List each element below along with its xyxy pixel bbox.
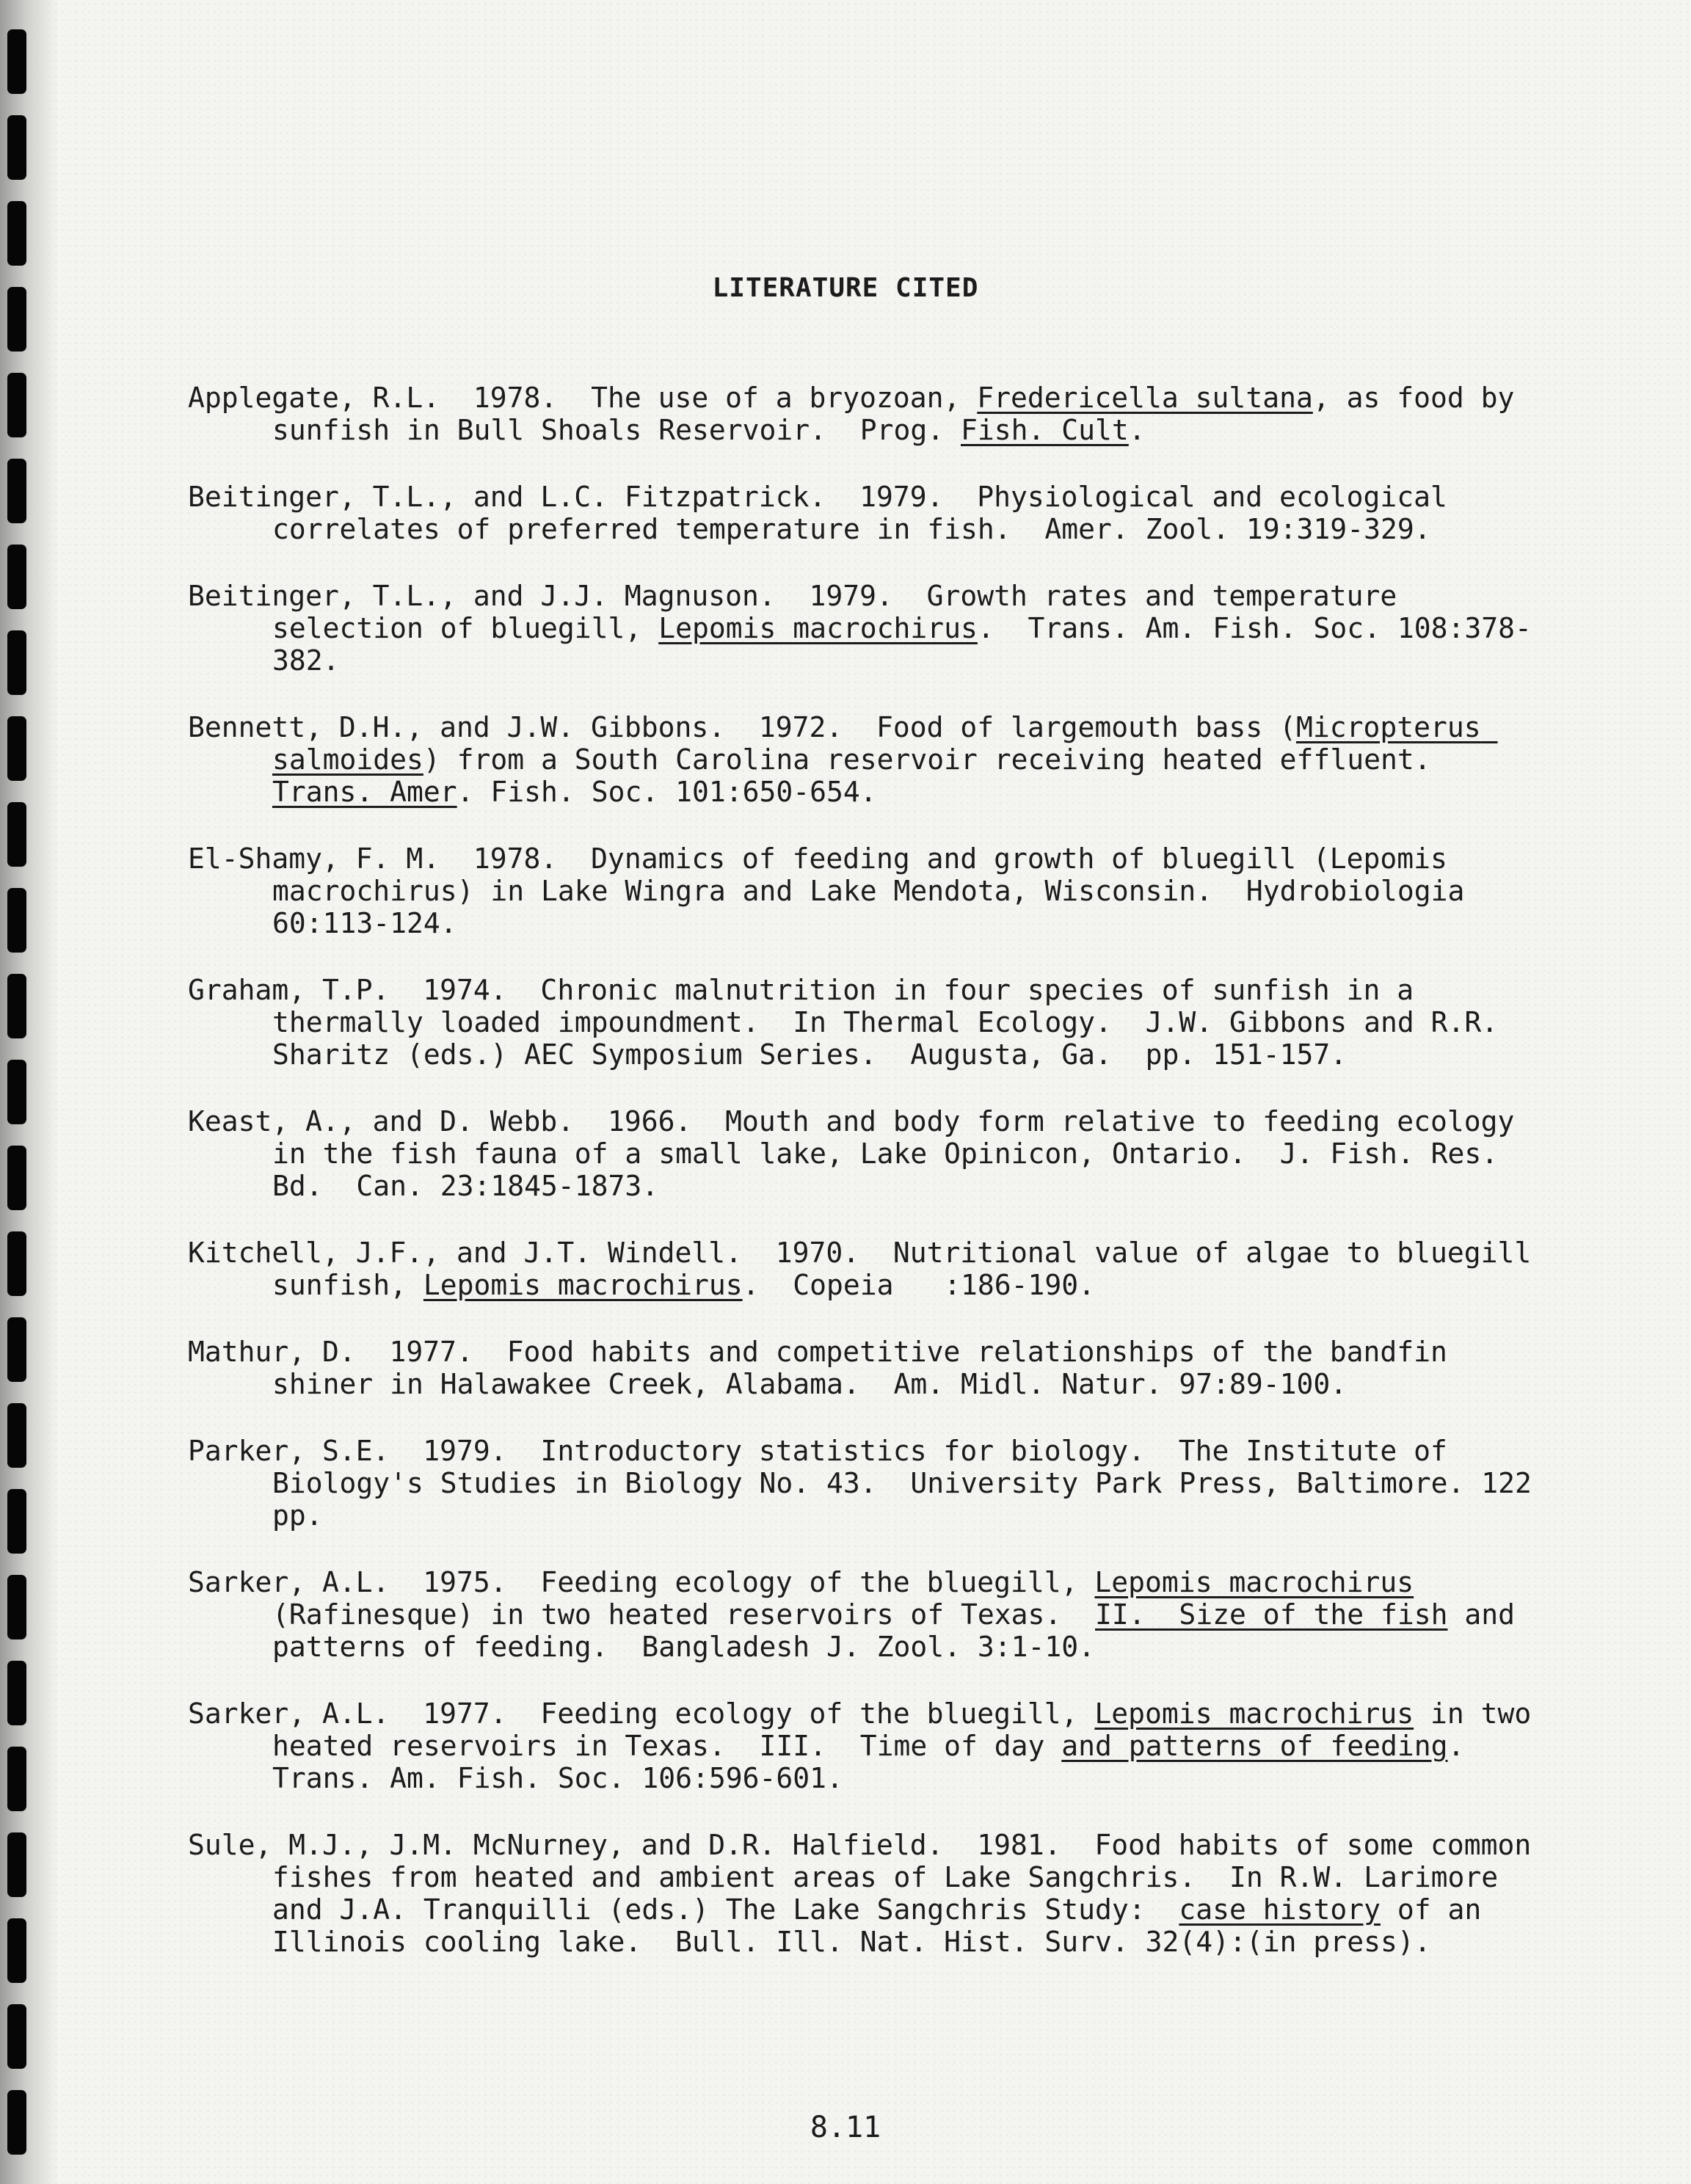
reference-underlined-text: case history bbox=[1179, 1893, 1381, 1926]
reference-text: Sarker, A.L. 1977. Feeding ecology of the bluegill, bbox=[188, 1697, 1095, 1730]
binder-hole bbox=[7, 201, 26, 266]
reference-underlined-text: and patterns of feeding bbox=[1061, 1730, 1448, 1762]
reference-text: El-Shamy, F. M. 1978. Dynamics of feeding and growth of bluegill (Lepomis macrochirus) in Lake Wingra and Lake Mendota, Wisconsin. Hydrobiologia 60:113-124. bbox=[188, 842, 1482, 939]
page-title: LITERATURE CITED bbox=[712, 273, 979, 304]
binder-hole bbox=[7, 545, 26, 609]
binder-hole bbox=[7, 1747, 26, 1811]
reference-text: in two heated reservoirs in Texas. III. Time of day bbox=[272, 1697, 1549, 1762]
binder-hole bbox=[7, 1060, 26, 1124]
reference-entry bbox=[188, 1697, 1553, 1794]
reference-text: ) from a South Carolina reservoir receiving heated effluent. bbox=[423, 743, 1465, 776]
reference-list bbox=[188, 354, 1553, 1992]
reference-entry bbox=[188, 382, 1553, 446]
reference-text: (Rafinesque) in two heated reservoirs of Texas. bbox=[272, 1566, 1430, 1631]
reference-text: Bennett, D.H., and J.W. Gibbons. 1972. Food of largemouth bass ( bbox=[188, 711, 1296, 743]
reference-text: . Fish. Soc. 101:650-654. bbox=[457, 776, 877, 808]
reference-underlined-text: Trans. Amer bbox=[272, 776, 457, 808]
page-number: 8.11 bbox=[810, 2111, 881, 2144]
reference-underlined-text: Lepomis macrochirus bbox=[658, 612, 978, 644]
reference-entry bbox=[188, 1435, 1553, 1532]
binder-hole bbox=[7, 115, 26, 180]
binder-hole bbox=[7, 1403, 26, 1468]
binder-hole bbox=[7, 1918, 26, 1983]
binder-hole bbox=[7, 1489, 26, 1554]
reference-text: Parker, S.E. 1979. Introductory statistics for biology. The Institute of Biology's Studies in Biology No. 43. University Park Press, Baltimore. 122 pp. bbox=[188, 1435, 1549, 1532]
binder-hole bbox=[7, 29, 26, 94]
reference-underlined-text: Lepomis macrochirus bbox=[423, 1269, 743, 1301]
binder-hole bbox=[7, 2004, 26, 2069]
reference-text: Keast, A., and D. Webb. 1966. Mouth and body form relative to feeding ecology in the fish fauna of a small lake, Lake Opinicon, Ontario. J. Fish. Res. Bd. Can. 23:1845-1873. bbox=[188, 1105, 1532, 1202]
reference-underlined-text: Lepomis macrochirus bbox=[1094, 1566, 1414, 1598]
binder-holes bbox=[7, 29, 29, 2172]
reference-text: Sule, M.J., J.M. McNurney, and D.R. Halfield. 1981. Food habits of some common fishes from heated and ambient areas of Lake Sangchris. In R.W. Larimore and J.A. Tranquilli (eds.) The Lake Sangchris Study: bbox=[188, 1829, 1549, 1926]
reference-text: Beitinger, T.L., and J.J. Magnuson. 1979. Growth rates and temperature selection of bluegill, bbox=[188, 580, 1414, 644]
reference-text: Beitinger, T.L., and L.C. Fitzpatrick. 1979. Physiological and ecological correlates of preferred temperature in fish. Amer. Zool. 19:319-329. bbox=[188, 481, 1464, 545]
reference-entry bbox=[188, 580, 1553, 677]
reference-text: and patterns of feeding. Bangladesh J. Zool. 3:1-10. bbox=[272, 1598, 1532, 1663]
binder-hole bbox=[7, 1146, 26, 1210]
reference-entry bbox=[188, 842, 1553, 939]
reference-entry bbox=[188, 1105, 1553, 1202]
reference-entry bbox=[188, 1829, 1553, 1958]
reference-underlined-text: Fredericella sultana bbox=[977, 382, 1313, 414]
binder-hole bbox=[7, 630, 26, 695]
binder-hole bbox=[7, 888, 26, 953]
binder-hole bbox=[7, 373, 26, 437]
binder-hole bbox=[7, 716, 26, 781]
reference-entry bbox=[188, 481, 1553, 545]
binder-hole bbox=[7, 974, 26, 1038]
reference-text: . Trans. Am. Fish. Soc. 108:378-382. bbox=[272, 612, 1532, 677]
reference-text: . bbox=[1128, 414, 1146, 446]
binder-hole bbox=[7, 1231, 26, 1296]
reference-entry bbox=[188, 1566, 1553, 1663]
reference-text: Kitchell, J.F., and J.T. Windell. 1970. Nutritional value of algae to bluegill sunfish, bbox=[188, 1237, 1549, 1301]
reference-text: . Trans. Am. Fish. Soc. 106:596-601. bbox=[272, 1730, 1499, 1794]
binder-hole bbox=[7, 802, 26, 867]
reference-text: Sarker, A.L. 1975. Feeding ecology of the bluegill, bbox=[188, 1566, 1095, 1598]
reference-text: , as food by sunfish in Bull Shoals Reservoir. Prog. bbox=[272, 382, 1532, 446]
reference-text: Applegate, R.L. 1978. The use of a bryozoan, bbox=[188, 382, 978, 414]
binder-hole bbox=[7, 1832, 26, 1897]
binder-hole bbox=[7, 1317, 26, 1382]
reference-underlined-text: Micropterus salmoides bbox=[272, 711, 1498, 776]
reference-entry bbox=[188, 1336, 1553, 1400]
reference-underlined-text: Lepomis macrochirus bbox=[1094, 1697, 1414, 1730]
binder-hole bbox=[7, 1575, 26, 1639]
reference-text: Mathur, D. 1977. Food habits and competitive relationships of the bandfin shiner in Halawakee Creek, Alabama. Am. Midl. Natur. 97:89-100. bbox=[188, 1336, 1464, 1400]
reference-text: Graham, T.P. 1974. Chronic malnutrition in four species of sunfish in a thermally loaded impoundment. In Thermal Ecology. J.W. Gibbons and R.R. Sharitz (eds.) AEC Symposium Series. Augusta, Ga. pp. 151-157. bbox=[188, 974, 1515, 1071]
reference-text: . Copeia :186-190. bbox=[742, 1269, 1096, 1301]
binder-hole bbox=[7, 459, 26, 523]
reference-entry bbox=[188, 711, 1553, 808]
reference-underlined-text: II. Size of the fish bbox=[1095, 1598, 1448, 1631]
reference-entry bbox=[188, 974, 1553, 1071]
binder-hole bbox=[7, 1661, 26, 1725]
reference-underlined-text: Fish. Cult bbox=[961, 414, 1129, 446]
reference-entry bbox=[188, 1237, 1553, 1301]
reference-text: of an Illinois cooling lake. Bull. Ill. Nat. Hist. Surv. 32(4):(in press). bbox=[272, 1893, 1499, 1958]
